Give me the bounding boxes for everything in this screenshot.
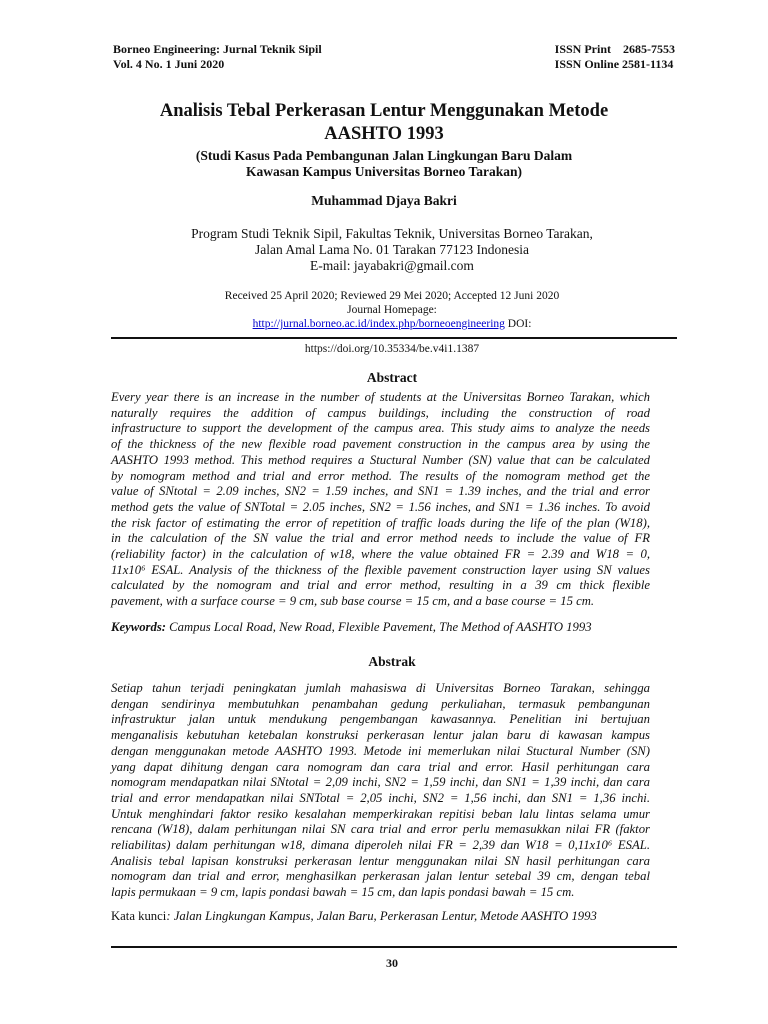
keywords-value: Campus Local Road, New Road, Flexible Pavement, The Method of AASHTO 1993 — [165, 620, 592, 634]
abstrak-line: reliabilitas) dalam perhitungan w18, dimana diperoleh nilai FR = 2,39 dan W18 = 0,11x10⁶ ESAL. — [111, 838, 650, 853]
abstrak-heading: Abstrak — [368, 654, 416, 669]
abstract-line: by nomogram method and trial and error method. The results of the nomogram method get the — [111, 468, 650, 483]
issn-print: ISSN Print 2685-7553 — [554, 42, 675, 56]
abstrak-line: dengan sendirinya membutuhkan penambahan gedung perkuliahan, termasuk pembangunan — [111, 696, 650, 711]
abstract-line: the risk factor of estimating the error of repetition of traffic loads during the life of the plan (W18), — [111, 515, 650, 530]
abstract-line: in the calculation of the SN value the trial and error method needs to include the value of FR — [111, 531, 650, 546]
abstrak-line: Analisis tebal lapisan konstruksi perkerasan lentur menggunakan nilai SN hasil perhitungan cara — [111, 853, 650, 868]
abstrak-body — [111, 681, 650, 901]
abstrak-line: dengan menggunakan metode AASHTO 1993. Metode ini memerlukan nilai Stuctural Number (SN) — [111, 743, 650, 758]
paper-subtitle — [100, 148, 668, 180]
abstrak-line: infrastruktur jalan untuk mendukung pengembangan kawasannya. Penelitian ini bertujuan — [111, 712, 650, 727]
doi-link[interactable]: https://doi.org/10.35334/be.v4i1.1387 — [304, 343, 480, 355]
abstrak-line: nomogram mendapatkan nilai SNtotal = 2,09 inchi, SN2 = 1,59 inchi, dan SN1 = 1,39 inchi, dan cara — [111, 775, 650, 790]
affiliation-line-2: Jalan Amal Lama No. 01 Tarakan 77123 Indonesia — [255, 242, 529, 257]
header-rule — [111, 337, 677, 339]
homepage-link[interactable]: http://jurnal.borneo.ac.id/index.php/borneoengineering — [252, 318, 505, 330]
homepage-label: Journal Homepage: — [347, 304, 437, 316]
abstract-line: infrastructure to support the development of the campus area. This study aims to analyze the needs — [111, 421, 650, 436]
abstract-line: of the thickness of the new flexible road pavement construction in the campus area by using the — [111, 437, 650, 452]
abstrak-line: lapis permukaan = 9 cm, lapis pondasi bawah = 15 cm, dan lapis pondasi bawah = 15 cm. — [111, 885, 575, 900]
abstrak-line: nomogram dan trial and error, menghasilkan perkerasan jalan lentur setebal 39 cm, dengan tebal — [111, 869, 650, 884]
abstrak-line: trial and error mendapatkan nilai SNTotal = 2,05 inchi, SN2 = 1,56 inchi, dan SN1 = 1,36 inchi. — [111, 790, 650, 805]
received-dates: Received 25 April 2020; Reviewed 29 Mei 2020; Accepted 12 Juni 2020 — [224, 290, 560, 302]
author-email: E-mail: jayabakri@gmail.com — [310, 258, 474, 273]
abstrak-line: Untuk menghindari faktor resiko kesalahan memperkirakan repitisi beban lalu lintas selama umur — [111, 806, 650, 821]
header-right — [555, 42, 675, 72]
footer-rule — [111, 946, 677, 948]
title-line-2: AASHTO 1993 — [324, 124, 444, 144]
abstract-line: calculated by the nomogram and trial and error method, resulting in a 39 cm thick flexible — [111, 578, 650, 593]
affiliation — [100, 226, 684, 274]
journal-name: Borneo Engineering: Jurnal Teknik Sipil — [113, 42, 322, 56]
homepage-line — [100, 317, 684, 331]
keywords — [111, 620, 671, 635]
issn-online: ISSN Online 2581-1134 — [554, 57, 674, 71]
abstrak-line: menganalisis kebutuhan ketebalan konstruksi perkerasan lentur jalan baru di kawasan kampus — [111, 728, 650, 743]
subtitle-line-1: (Studi Kasus Pada Pembangunan Jalan Lingkungan Baru Dalam — [195, 148, 573, 163]
keywords-label: Keywords: — [111, 620, 166, 634]
abstract-line: Every year there is an increase in the number of students at the Universitas Borneo Tarakan, which — [111, 390, 650, 404]
doi-label: DOI: — [504, 318, 532, 330]
kata-kunci-label: Kata kunci — [111, 909, 167, 923]
title-line-1: Analisis Tebal Perkerasan Lentur Menggunakan Metode — [159, 101, 609, 121]
abstract-line: pavement, with a surface course = 9 cm, sub base course = 15 cm, and a base course = 15 cm. — [111, 594, 595, 609]
abstract-line: naturally requires the addition of campus buildings, including the construction of road — [111, 405, 650, 420]
header-left — [113, 42, 322, 72]
subtitle-line-2: Kawasan Kampus Universitas Borneo Tarakan) — [245, 164, 523, 179]
abstrak-line: Setiap tahun terjadi peningkatan jumlah mahasiswa di Universitas Borneo Tarakan, sehingga — [111, 681, 650, 695]
abstract-line: (reliability factor) in the calculation of w18, where the value obtained FR = 2.39 and W18 = 0, — [111, 547, 650, 562]
article-dates — [100, 289, 684, 331]
abstract-line: value of SNtotal = 2.09 inches, SN2 = 1.59 inches, and SN1 = 1.39 inches, and the trial and error — [111, 484, 650, 499]
paper-title — [100, 100, 668, 146]
kata-kunci-value: : Jalan Lingkungan Kampus, Jalan Baru, Perkerasan Lentur, Metode AASHTO 1993 — [166, 909, 597, 923]
author-name: Muhammad Djaya Bakri — [311, 193, 457, 208]
kata-kunci — [111, 909, 671, 924]
abstract-line: 11x10⁶ ESAL. Analysis of the thickness of the flexible pavement construction layer using SN values — [111, 562, 650, 577]
abstract-line: method gets the value of SNTotal = 2.05 inches, SN2 = 1.56 inches, and SN1 = 1.36 inches. To avoid — [111, 499, 650, 514]
abstract-line: AASHTO 1993 method. This method requires a Stuctural Number (SN) value that can be calculated — [111, 452, 650, 467]
abstrak-line: yang dapat dihitung dengan cara nomogram dan cara trial and error. Hasil perhitungan cara — [111, 759, 650, 774]
abstract-heading: Abstract — [366, 370, 418, 385]
affiliation-line-1: Program Studi Teknik Sipil, Fakultas Teknik, Universitas Borneo Tarakan, — [191, 226, 593, 241]
abstract-body — [111, 390, 650, 610]
page-number: 30 — [386, 956, 398, 970]
volume-info: Vol. 4 No. 1 Juni 2020 — [113, 57, 225, 71]
abstrak-line: rencana (W18), dalam perhitungan nilai SN cara trial and error perlu memasukkan nilai FR (faktor — [111, 822, 650, 837]
